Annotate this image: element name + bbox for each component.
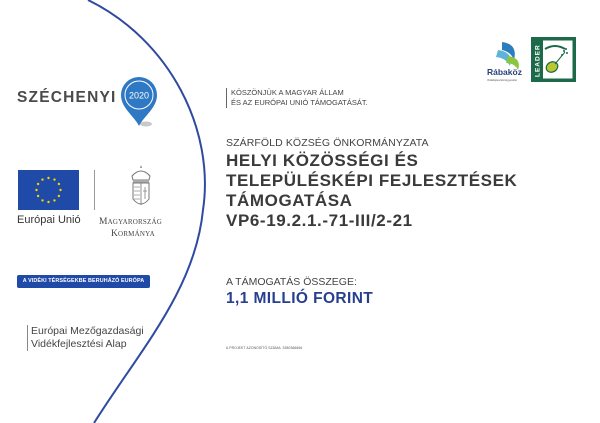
organization-name: SZÁRFÖLD KÖZSÉG ÖNKORMÁNYZATA (226, 137, 429, 149)
title-line4: VP6-19.2.1.-71-III/2-21 (226, 211, 413, 230)
logo-separator (94, 170, 95, 210)
support-amount-label: A TÁMOGATÁS ÖSSZEGE: (226, 276, 357, 288)
rabakoz-logo-icon (484, 38, 526, 84)
rabakoz-name: Rábaköz (487, 67, 522, 77)
eafrd-line2: Vidékfejlesztési Alap (31, 338, 127, 350)
leader-logo-icon (531, 37, 576, 82)
project-id: A PROJEKT AZONOSÍTÓ SZÁMA: 3380366666 (226, 346, 303, 350)
title-line1: HELYI KÖZÖSSÉGI ÉS (226, 151, 419, 170)
project-title (226, 151, 517, 231)
support-amount-value: 1,1 MILLIÓ FORINT (226, 290, 374, 307)
thanks-line1: KÖSZÖNJÜK A MAGYAR ÁLLAM (231, 88, 344, 97)
szechenyi-2020-pin-icon (120, 76, 158, 128)
szechenyi-logo-text: SZÉCHENYI (17, 89, 117, 106)
rabakoz-subtitle: Vidékfejlesztési Egyesület (487, 79, 517, 82)
eafrd-label (27, 325, 144, 351)
thanks-line2: ÉS AZ EURÓPAI UNIÓ TÁMOGATÁSÁT. (231, 98, 368, 107)
eafrd-line1: Európai Mezőgazdasági (31, 325, 144, 337)
eu-flag-icon (18, 170, 79, 210)
szechenyi-year: 2020 (128, 90, 150, 101)
eu-label: Európai Unió (17, 214, 81, 226)
title-line2: TELEPÜLÉSKÉPI FEJLESZTÉSEK (226, 171, 518, 190)
hungary-government-line2: Kormánya (111, 229, 155, 239)
leader-text: LEADER (534, 44, 542, 77)
thanks-note (226, 88, 368, 108)
rural-europe-banner: A VIDÉKI TÉRSÉGEKBE BERUHÁZÓ EURÓPA (17, 275, 150, 288)
hungary-government-line1: Magyarország (99, 217, 162, 227)
hungary-coat-of-arms-icon (125, 163, 157, 213)
title-line3: TÁMOGATÁSA (226, 191, 353, 210)
